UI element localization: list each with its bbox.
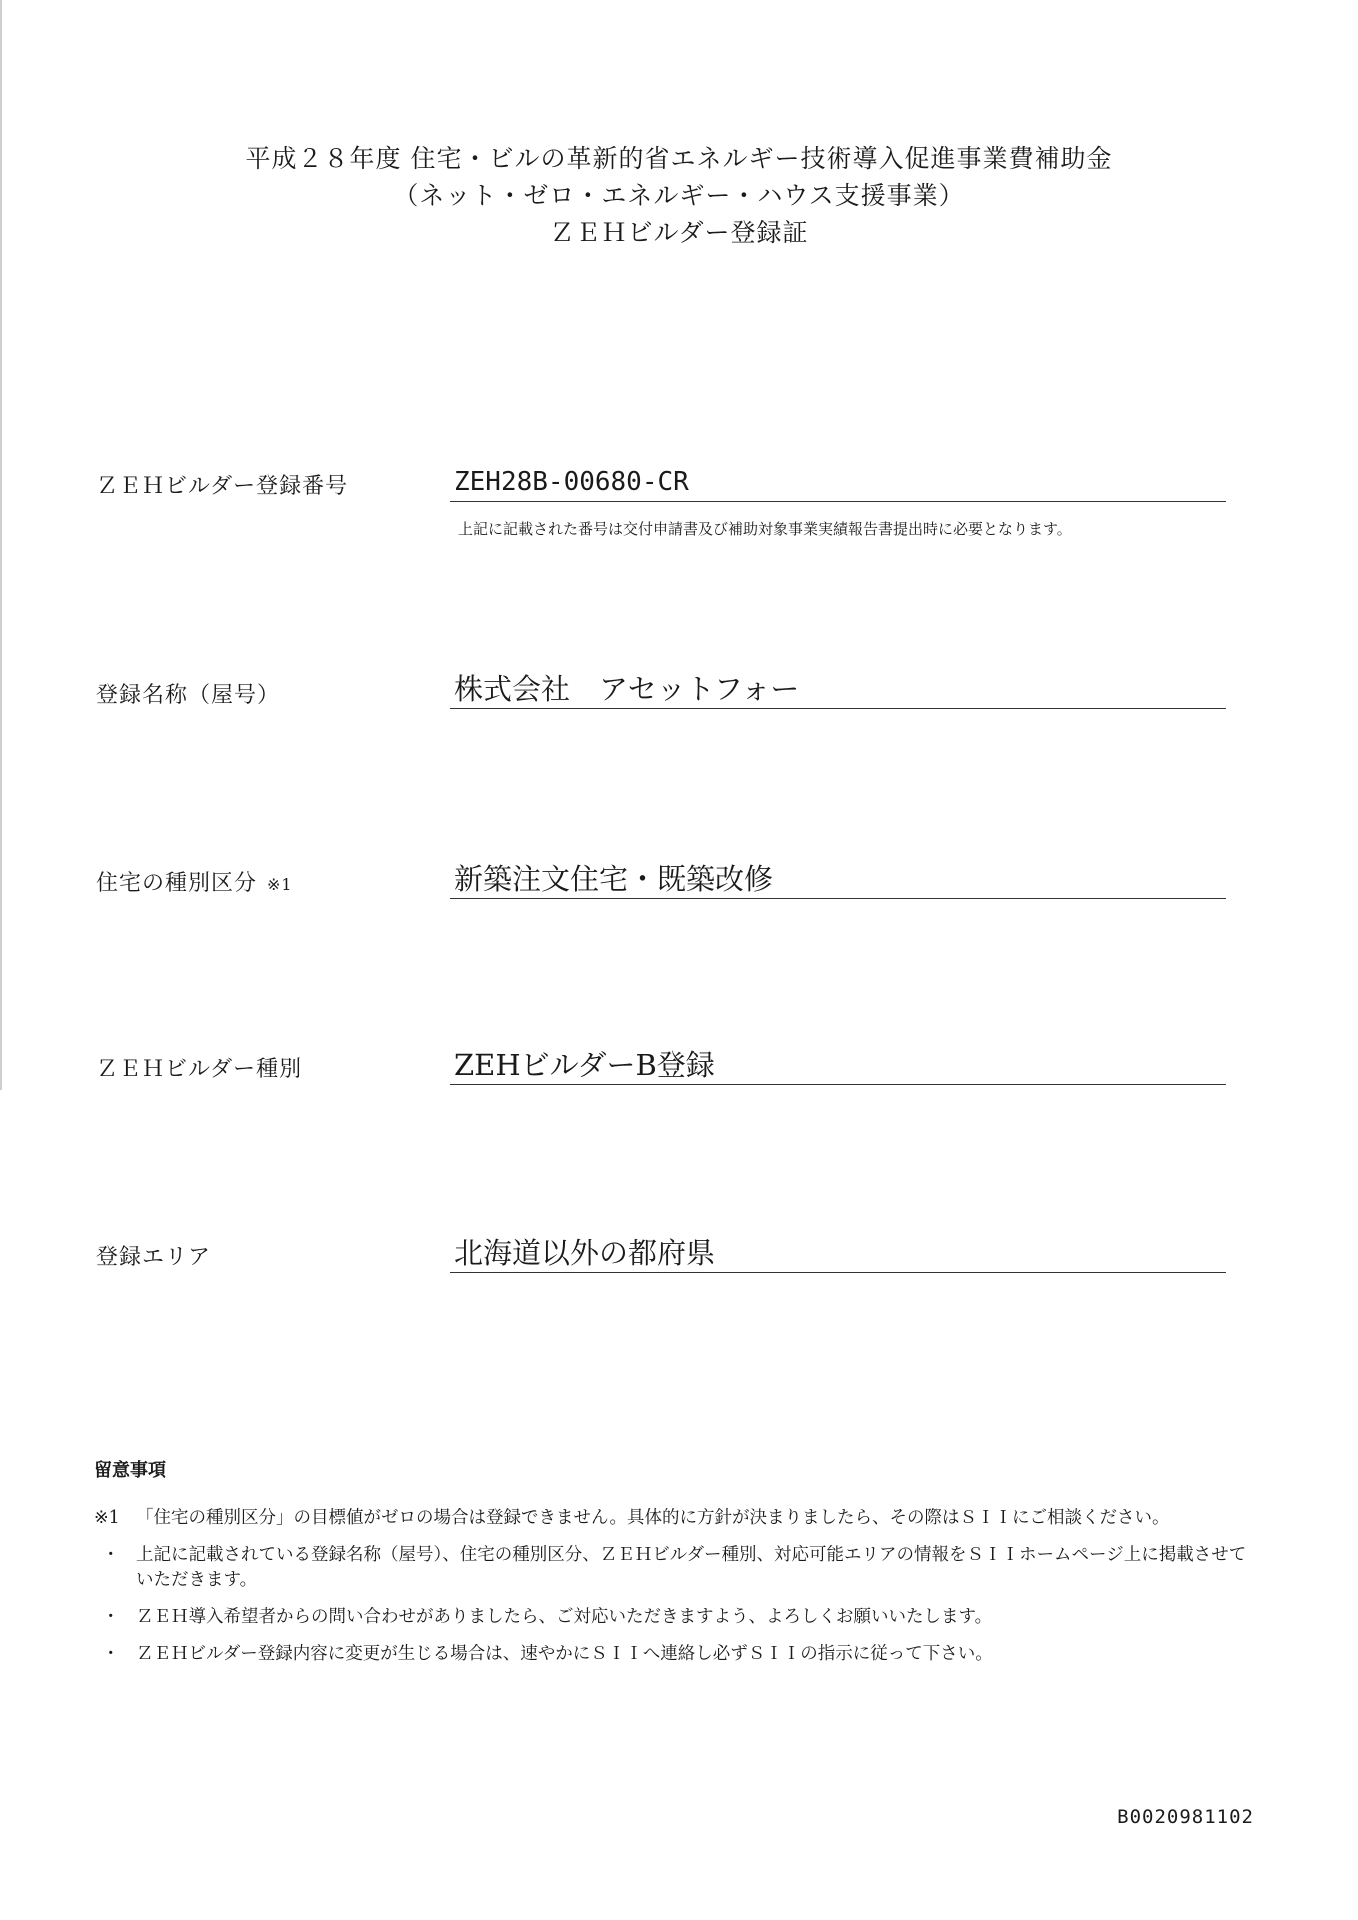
note-text: 上記に記載されている登録名称（屋号）、住宅の種別区分、ＺＥＨビルダー種別、対応可能エリアの情報をＳＩＩホームページ上に掲載させていただきます。 [136,1545,1247,1590]
note-item [94,1642,1254,1667]
title-line-2: （ネット・ゼロ・エネルギー・ハウス支援事業） [393,181,965,210]
note-item [94,1605,1254,1630]
note-footnote-mark: ※1 [94,1508,120,1528]
title-line-3: ＺＥＨビルダー登録証 [549,218,809,247]
document-code: B0020981102 [1117,1806,1254,1828]
housing-category-footnote-mark: ※1 [267,875,293,894]
note-text: ＺＥＨ導入希望者からの問い合わせがありましたら、ご対応いただきますよう、よろしくお願いいたします。 [136,1607,993,1627]
registered-name-label: 登録名称（屋号） [96,683,281,708]
title-line-1: 平成２８年度 住宅・ビルの革新的省エネルギー技術導入促進事業費補助金 [245,144,1113,173]
housing-category-label [96,866,293,897]
bullet-mark: ・ [102,1644,120,1664]
notes-title: 留意事項 [94,1460,166,1481]
registration-number-label: ＺＥＨビルダー登録番号 [96,474,349,499]
bullet-mark: ・ [102,1607,120,1627]
builder-type-label: ＺＥＨビルダー種別 [96,1057,303,1082]
note-item [94,1506,1254,1531]
builder-type-value: ZEHビルダーB登録 [450,1046,1226,1085]
registration-number-value: ZEH28B-00680-CR [450,463,1226,502]
note-item [94,1543,1254,1593]
registered-name-value: 株式会社 アセットフォー [450,670,1226,709]
notes-list [94,1506,1254,1679]
note-text: 「住宅の種別区分」の目標値がゼロの場合は登録できません。具体的に方針が決まりましたら、その際はＳＩＩにご相談ください。 [136,1508,1170,1528]
housing-category-label-text: 住宅の種別区分 [96,871,258,896]
registration-number-note: 上記に記載された番号は交付申請書及び補助対象事業実績報告書提出時に必要となります。 [458,520,1072,538]
registered-area-value: 北海道以外の都府県 [450,1234,1226,1273]
registered-area-label: 登録エリア [96,1245,212,1270]
housing-category-value: 新築注文住宅・既築改修 [450,860,1226,899]
bullet-mark: ・ [102,1545,120,1565]
certificate-title [0,140,1358,251]
note-text: ＺＥＨビルダー登録内容に変更が生じる場合は、速やかにＳＩＩへ連絡し必ずＳＩＩの指示に従って下さい。 [136,1644,993,1664]
